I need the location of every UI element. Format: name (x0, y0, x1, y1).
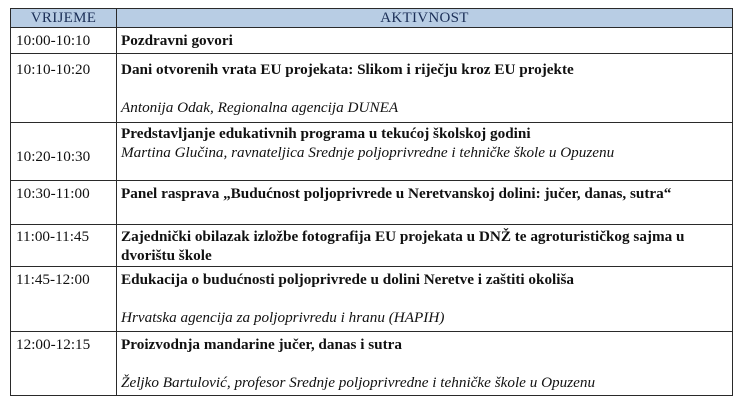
time-cell (11, 54, 117, 123)
activity-cell (117, 267, 733, 332)
time-cell (11, 181, 117, 225)
activity-title: Pozdravni govori (121, 32, 233, 49)
activity-cell (117, 181, 733, 225)
activity-cell (117, 225, 733, 267)
time-text: 10:20-10:30 (16, 148, 91, 165)
speaker-text: Željko Bartulović, profesor Srednje poljoprivredne i tehničke škole u Opuzenu (121, 374, 596, 391)
time-text: 10:10-10:20 (16, 61, 91, 78)
time-cell (11, 28, 117, 54)
table-row (11, 267, 733, 332)
time-text: 10:00-10:10 (16, 32, 91, 49)
activity-title: Edukacija o budućnosti poljoprivrede u dolini Neretve i zaštiti okoliša (121, 271, 574, 288)
table-row (11, 181, 733, 225)
time-cell (11, 332, 117, 396)
time-cell (11, 123, 117, 181)
table-row (11, 123, 733, 181)
activity-title: Panel rasprava „Budućnost poljoprivrede u Neretvanskoj dolini: jučer, danas, sutra“ (121, 185, 672, 202)
schedule-table (10, 8, 733, 396)
time-cell (11, 267, 117, 332)
table-row (11, 332, 733, 396)
activity-cell (117, 28, 733, 54)
time-text: 11:45-12:00 (16, 271, 90, 288)
activity-cell (117, 54, 733, 123)
time-text: 10:30-11:00 (16, 185, 90, 202)
activity-column-header: AKTIVNOST (117, 9, 733, 28)
table-row (11, 54, 733, 123)
speaker-text: Martina Glučina, ravnateljica Srednje poljoprivredne i tehničke škole u Opuzenu (121, 144, 615, 161)
table-row (11, 225, 733, 267)
activity-title: Dani otvorenih vrata EU projekata: Slikom i riječju kroz EU projekte (121, 61, 574, 78)
time-column-header: VRIJEME (11, 9, 117, 28)
speaker-text: Hrvatska agencija za poljoprivredu i hranu (HAPIH) (121, 309, 445, 326)
activity-title: Proizvodnja mandarine jučer, danas i sutra (121, 336, 402, 353)
time-text: 12:00-12:15 (16, 336, 91, 353)
activity-title: Zajednički obilazak izložbe fotografija EU projekata u DNŽ te agroturističkog sajma u dvorištu škole (121, 228, 685, 264)
speaker-text: Antonija Odak, Regionalna agencija DUNEA (121, 99, 399, 116)
time-text: 11:00-11:45 (16, 228, 90, 245)
header-row (11, 9, 733, 28)
table-row (11, 28, 733, 54)
activity-cell (117, 332, 733, 396)
time-cell (11, 225, 117, 267)
activity-title: Predstavljanje edukativnih programa u tekućoj školskoj godini (121, 125, 531, 142)
program-sheet (10, 8, 732, 400)
activity-cell (117, 123, 733, 181)
